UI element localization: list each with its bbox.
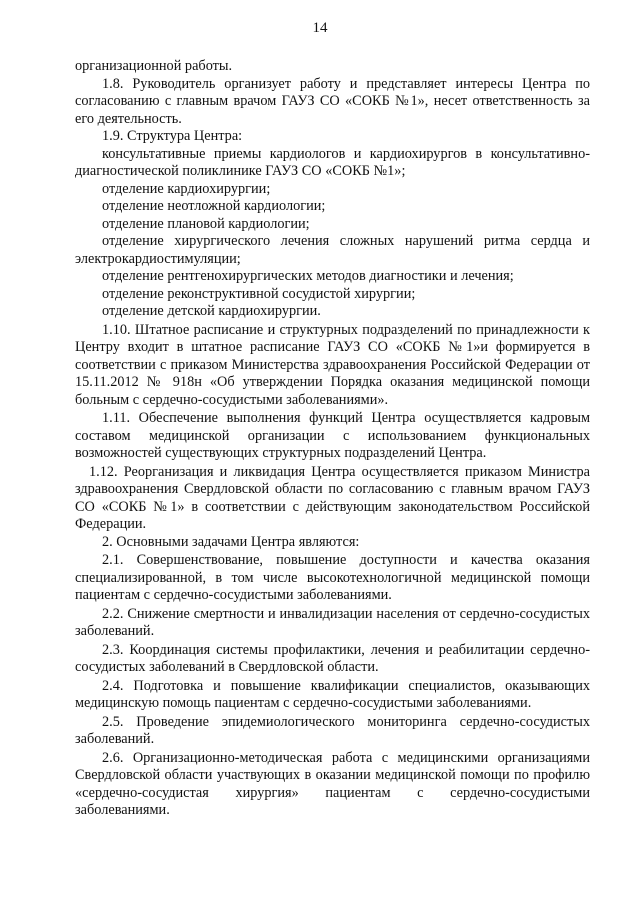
paragraph-2-5: 2.5. Проведение эпидемиологического мониторинга сердечно-сосудистых заболеваний. [75,713,590,747]
structure-item-vascular-surgery: отделение реконструктивной сосудистой хирургии; [102,285,416,302]
paragraph-1-9: 1.9. Структура Центра: [102,128,243,144]
paragraph-1-8: 1.8. Руководитель организует работу и представляет интересы Центра по согласованию с главным врачом ГАУЗ СО «СОКБ №1», несет ответственность за его деятельность. [75,75,590,127]
page-number: 14 [312,20,328,36]
structure-item-planned-cardiology: отделение плановой кардиологии; [102,215,310,232]
paragraph-1-11: 1.11. Обеспечение выполнения функций Центра осуществляется кадровым составом медицинской организации с использованием функциональных возможностей существующих структурных подразделений Центра. [75,410,590,461]
paragraph-2-2: 2.2. Снижение смертности и инвалидизации населения от сердечно-сосудистых заболеваний. [75,605,590,639]
paragraph-2-heading: 2. Основными задачами Центра являются: [102,533,360,550]
document-body [75,58,590,820]
paragraph-continuation: организационной работы. [75,58,233,74]
structure-item-pediatric-cardiosurgery: отделение детской кардиохирургии. [102,303,321,319]
paragraph-2-3: 2.3. Координация системы профилактики, лечения и реабилитации сердечно-сосудистых заболеваний в Свердловской области. [75,641,590,675]
paragraph-1-10: 1.10. Штатное расписание и структурных подразделений по принадлежности к Центру входит в штатное расписание ГАУЗ СО «СОКБ №1»и формируется в соответствии с приказом Министерства здравоохранения Российской Федерации от 15.11.2012 № 918н «Об утверждении Порядка оказания медицинской помощи больным с сердечно-сосудистыми заболеваниями». [75,321,590,408]
structure-item-emergency-cardiology: отделение неотложной кардиологии; [102,198,326,214]
paragraph-2-6: 2.6. Организационно-методическая работа с медицинскими организациями Свердловской области участвующих в оказании медицинской помощи по профилю «сердечно-сосудистая хирургия» пациентам с сердечно-сосудистыми заболеваниями. [75,749,590,818]
structure-item-xray-surgery: отделение рентгенохирургических методов диагностики и лечения; [102,268,514,284]
structure-item-arrhythmia-surgery: отделение хирургического лечения сложных нарушений ритма сердца и электрокардиостимуляции; [75,233,590,267]
structure-item-cardiosurgery: отделение кардиохирургии; [102,180,271,197]
structure-item-consultations: консультативные приемы кардиологов и кардиохирургов в консультативно-диагностической поликлинике ГАУЗ СО «СОКБ №1»; [75,145,590,179]
paragraph-1-12: 1.12. Реорганизация и ликвидация Центра осуществляется приказом Министра здравоохранения Свердловской области по согласованию с главным врачом ГАУЗ СО «СОКБ №1» в соответствии с действующим законодательством Российской Федерации. [75,463,590,532]
paragraph-2-4: 2.4. Подготовка и повышение квалификации специалистов, оказывающих медицинскую помощь пациентам с сердечно-сосудистыми заболеваниями. [75,677,590,711]
paragraph-2-1: 2.1. Совершенствование, повышение доступности и качества оказания специализированной, в том числе высокотехнологичной медицинской помощи пациентам с сердечно-сосудистыми заболеваниями. [75,552,590,603]
